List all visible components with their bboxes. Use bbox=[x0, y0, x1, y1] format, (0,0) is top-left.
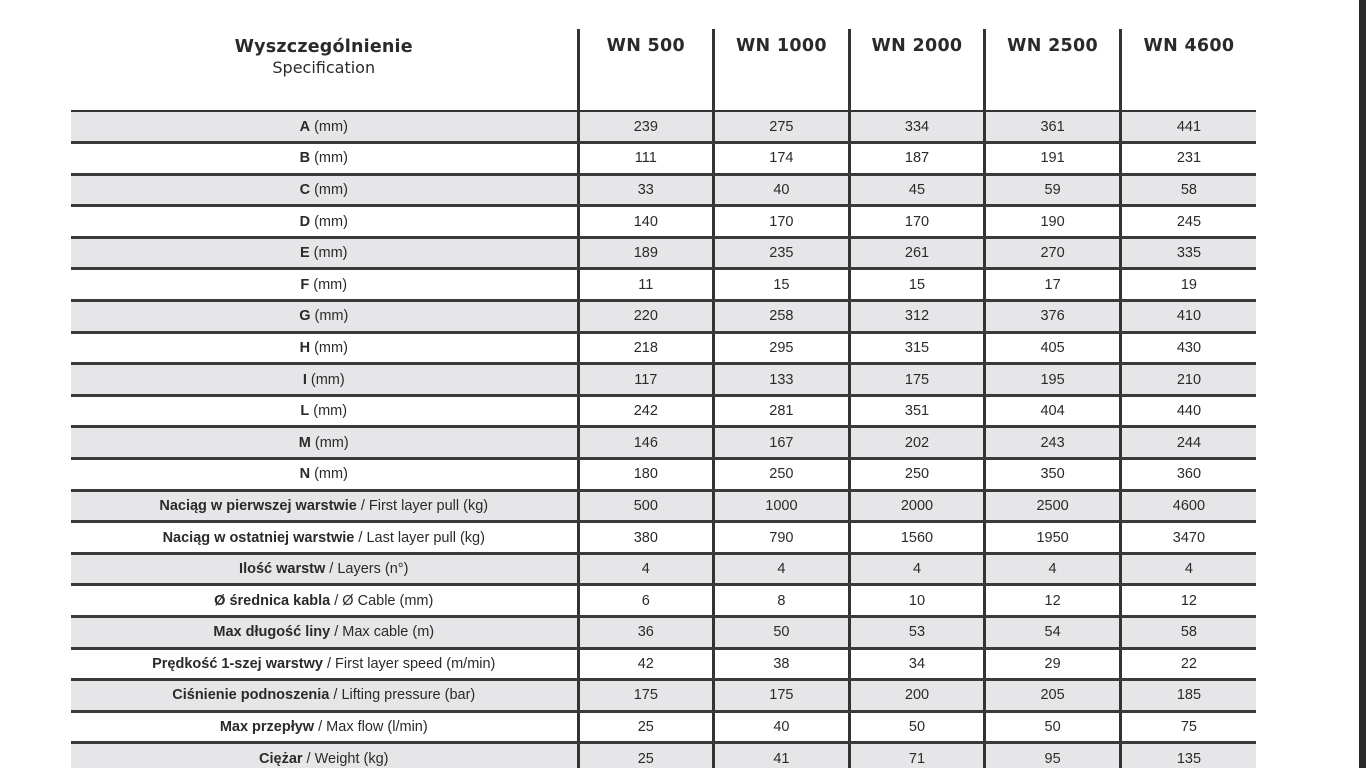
row-label bbox=[71, 111, 578, 143]
row-label bbox=[71, 143, 578, 175]
value-cell: 41 bbox=[714, 743, 850, 768]
value-cell: 4 bbox=[1120, 553, 1256, 585]
value-cell: 180 bbox=[578, 459, 714, 491]
row-label bbox=[71, 585, 578, 617]
value-cell: 242 bbox=[578, 395, 714, 427]
table-row bbox=[71, 522, 1256, 554]
specification-header-en: Specification bbox=[272, 58, 376, 77]
value-cell: 19 bbox=[1120, 269, 1256, 301]
value-cell: 170 bbox=[714, 206, 850, 238]
row-label bbox=[71, 206, 578, 238]
value-cell: 244 bbox=[1120, 427, 1256, 459]
value-cell: 350 bbox=[985, 459, 1121, 491]
model-header-wn500: WN 500 bbox=[578, 29, 714, 111]
row-label-en: / Weight (kg) bbox=[302, 750, 389, 767]
row-label-en: (mm) bbox=[310, 339, 348, 356]
value-cell: 1950 bbox=[985, 522, 1121, 554]
value-cell: 243 bbox=[985, 427, 1121, 459]
value-cell: 335 bbox=[1120, 237, 1256, 269]
value-cell: 167 bbox=[714, 427, 850, 459]
row-label-pl: Max przepływ bbox=[219, 719, 315, 736]
value-cell: 2000 bbox=[849, 490, 985, 522]
value-cell: 4 bbox=[714, 553, 850, 585]
table-row bbox=[71, 143, 1256, 175]
table-row bbox=[71, 648, 1256, 680]
value-cell: 175 bbox=[578, 680, 714, 712]
value-cell: 202 bbox=[849, 427, 985, 459]
table-row bbox=[71, 617, 1256, 649]
value-cell: 185 bbox=[1120, 680, 1256, 712]
value-cell: 12 bbox=[1120, 585, 1256, 617]
row-label-pl: E bbox=[299, 245, 310, 262]
table-row bbox=[71, 206, 1256, 238]
row-label-en: (mm) bbox=[310, 213, 348, 230]
value-cell: 218 bbox=[578, 332, 714, 364]
row-label bbox=[71, 427, 578, 459]
value-cell: 4 bbox=[985, 553, 1121, 585]
right-edge-bar bbox=[1359, 0, 1366, 768]
table-row bbox=[71, 680, 1256, 712]
row-label-pl: Ø średnica kabla bbox=[214, 592, 331, 609]
value-cell: 17 bbox=[985, 269, 1121, 301]
row-label bbox=[71, 364, 578, 396]
value-cell: 295 bbox=[714, 332, 850, 364]
value-cell: 133 bbox=[714, 364, 850, 396]
value-cell: 59 bbox=[985, 174, 1121, 206]
row-label-pl: Prędkość 1-szej warstwy bbox=[152, 655, 323, 672]
row-label-en: / First layer pull (kg) bbox=[356, 497, 489, 514]
row-label-en: / Last layer pull (kg) bbox=[354, 529, 485, 546]
value-cell: 220 bbox=[578, 301, 714, 333]
value-cell: 175 bbox=[714, 680, 850, 712]
value-cell: 190 bbox=[985, 206, 1121, 238]
value-cell: 50 bbox=[985, 711, 1121, 743]
value-cell: 430 bbox=[1120, 332, 1256, 364]
value-cell: 334 bbox=[849, 111, 985, 143]
value-cell: 312 bbox=[849, 301, 985, 333]
value-cell: 380 bbox=[578, 522, 714, 554]
value-cell: 441 bbox=[1120, 111, 1256, 143]
value-cell: 34 bbox=[849, 648, 985, 680]
value-cell: 245 bbox=[1120, 206, 1256, 238]
value-cell: 10 bbox=[849, 585, 985, 617]
table-row bbox=[71, 364, 1256, 396]
value-cell: 146 bbox=[578, 427, 714, 459]
value-cell: 8 bbox=[714, 585, 850, 617]
row-label-pl: F bbox=[300, 276, 310, 293]
model-header-wn1000: WN 1000 bbox=[714, 29, 850, 111]
value-cell: 195 bbox=[985, 364, 1121, 396]
row-label-pl: H bbox=[299, 339, 311, 356]
value-cell: 135 bbox=[1120, 743, 1256, 768]
model-header-wn4600: WN 4600 bbox=[1120, 29, 1256, 111]
value-cell: 25 bbox=[578, 711, 714, 743]
value-cell: 275 bbox=[714, 111, 850, 143]
row-label-en: / Layers (n°) bbox=[325, 561, 409, 578]
row-label-en: / Max cable (m) bbox=[330, 624, 435, 641]
value-cell: 410 bbox=[1120, 301, 1256, 333]
value-cell: 174 bbox=[714, 143, 850, 175]
table-row bbox=[71, 585, 1256, 617]
value-cell: 33 bbox=[578, 174, 714, 206]
value-cell: 1000 bbox=[714, 490, 850, 522]
value-cell: 95 bbox=[985, 743, 1121, 768]
row-label bbox=[71, 459, 578, 491]
row-label-en: (mm) bbox=[310, 118, 348, 135]
value-cell: 15 bbox=[849, 269, 985, 301]
row-label-pl: L bbox=[300, 403, 310, 420]
specification-header-pl: Wyszczególnienie bbox=[234, 37, 413, 57]
value-cell: 187 bbox=[849, 143, 985, 175]
value-cell: 40 bbox=[714, 711, 850, 743]
row-label-pl: I bbox=[302, 371, 307, 388]
row-label bbox=[71, 680, 578, 712]
table-row bbox=[71, 301, 1256, 333]
row-label bbox=[71, 332, 578, 364]
value-cell: 36 bbox=[578, 617, 714, 649]
row-label-en: (mm) bbox=[310, 466, 348, 483]
value-cell: 175 bbox=[849, 364, 985, 396]
value-cell: 351 bbox=[849, 395, 985, 427]
table-row bbox=[71, 174, 1256, 206]
value-cell: 50 bbox=[849, 711, 985, 743]
row-label bbox=[71, 237, 578, 269]
row-label-pl: Ciężar bbox=[259, 750, 303, 767]
row-label bbox=[71, 553, 578, 585]
row-label-en: (mm) bbox=[309, 245, 348, 262]
table-row bbox=[71, 711, 1256, 743]
value-cell: 1560 bbox=[849, 522, 985, 554]
value-cell: 231 bbox=[1120, 143, 1256, 175]
value-cell: 261 bbox=[849, 237, 985, 269]
value-cell: 71 bbox=[849, 743, 985, 768]
value-cell: 440 bbox=[1120, 395, 1256, 427]
table-row bbox=[71, 490, 1256, 522]
row-label-en: (mm) bbox=[310, 181, 348, 198]
row-label bbox=[71, 269, 578, 301]
row-label-pl: Ciśnienie podnoszenia bbox=[172, 687, 330, 704]
row-label bbox=[71, 617, 578, 649]
row-label-pl: D bbox=[299, 213, 311, 230]
value-cell: 270 bbox=[985, 237, 1121, 269]
value-cell: 361 bbox=[985, 111, 1121, 143]
value-cell: 53 bbox=[849, 617, 985, 649]
row-label-en: (mm) bbox=[309, 403, 348, 420]
table-row bbox=[71, 743, 1256, 768]
value-cell: 405 bbox=[985, 332, 1121, 364]
model-header-wn2000: WN 2000 bbox=[849, 29, 985, 111]
row-label-en: / Ø Cable (mm) bbox=[330, 592, 434, 609]
value-cell: 58 bbox=[1120, 617, 1256, 649]
value-cell: 42 bbox=[578, 648, 714, 680]
row-label-en: / First layer speed (m/min) bbox=[322, 655, 496, 672]
value-cell: 2500 bbox=[985, 490, 1121, 522]
row-label-en: / Max flow (l/min) bbox=[314, 719, 428, 736]
value-cell: 790 bbox=[714, 522, 850, 554]
value-cell: 40 bbox=[714, 174, 850, 206]
row-label-pl: Ilość warstw bbox=[239, 561, 326, 578]
value-cell: 200 bbox=[849, 680, 985, 712]
value-cell: 140 bbox=[578, 206, 714, 238]
row-label bbox=[71, 743, 578, 768]
value-cell: 50 bbox=[714, 617, 850, 649]
row-label-pl: Max długość liny bbox=[213, 624, 331, 641]
row-label bbox=[71, 174, 578, 206]
value-cell: 500 bbox=[578, 490, 714, 522]
row-label-pl: Naciąg w pierwszej warstwie bbox=[159, 497, 357, 514]
row-label-en: / Lifting pressure (bar) bbox=[329, 687, 476, 704]
table-row bbox=[71, 459, 1256, 491]
table-row bbox=[71, 332, 1256, 364]
value-cell: 54 bbox=[985, 617, 1121, 649]
value-cell: 170 bbox=[849, 206, 985, 238]
value-cell: 250 bbox=[714, 459, 850, 491]
value-cell: 210 bbox=[1120, 364, 1256, 396]
model-header-wn2500: WN 2500 bbox=[985, 29, 1121, 111]
row-label-en: (mm) bbox=[310, 434, 349, 451]
row-label-pl: Naciąg w ostatniej warstwie bbox=[162, 529, 355, 546]
value-cell: 239 bbox=[578, 111, 714, 143]
value-cell: 250 bbox=[849, 459, 985, 491]
value-cell: 205 bbox=[985, 680, 1121, 712]
row-label-pl: G bbox=[299, 308, 311, 325]
specification-table bbox=[71, 29, 1256, 768]
value-cell: 258 bbox=[714, 301, 850, 333]
value-cell: 235 bbox=[714, 237, 850, 269]
row-label-pl: M bbox=[298, 434, 311, 451]
value-cell: 29 bbox=[985, 648, 1121, 680]
value-cell: 75 bbox=[1120, 711, 1256, 743]
value-cell: 360 bbox=[1120, 459, 1256, 491]
value-cell: 45 bbox=[849, 174, 985, 206]
table-row bbox=[71, 269, 1256, 301]
value-cell: 4 bbox=[849, 553, 985, 585]
table-row bbox=[71, 111, 1256, 143]
table-row bbox=[71, 395, 1256, 427]
row-label-pl: C bbox=[299, 181, 311, 198]
row-label bbox=[71, 301, 578, 333]
value-cell: 22 bbox=[1120, 648, 1256, 680]
table-row bbox=[71, 427, 1256, 459]
specification-body bbox=[71, 111, 1256, 768]
row-label-en: (mm) bbox=[306, 371, 345, 388]
value-cell: 189 bbox=[578, 237, 714, 269]
value-cell: 191 bbox=[985, 143, 1121, 175]
row-label-en: (mm) bbox=[310, 150, 348, 167]
value-cell: 38 bbox=[714, 648, 850, 680]
value-cell: 12 bbox=[985, 585, 1121, 617]
row-label bbox=[71, 522, 578, 554]
value-cell: 11 bbox=[578, 269, 714, 301]
value-cell: 4600 bbox=[1120, 490, 1256, 522]
value-cell: 281 bbox=[714, 395, 850, 427]
header-row bbox=[71, 29, 1256, 111]
value-cell: 111 bbox=[578, 143, 714, 175]
row-label-pl: B bbox=[299, 150, 311, 167]
specification-header bbox=[71, 29, 578, 111]
value-cell: 4 bbox=[578, 553, 714, 585]
row-label-en: (mm) bbox=[310, 308, 349, 325]
row-label-pl: A bbox=[299, 118, 311, 135]
table-row bbox=[71, 237, 1256, 269]
row-label bbox=[71, 648, 578, 680]
row-label bbox=[71, 395, 578, 427]
value-cell: 315 bbox=[849, 332, 985, 364]
value-cell: 58 bbox=[1120, 174, 1256, 206]
value-cell: 6 bbox=[578, 585, 714, 617]
table-row bbox=[71, 553, 1256, 585]
row-label bbox=[71, 490, 578, 522]
value-cell: 376 bbox=[985, 301, 1121, 333]
value-cell: 404 bbox=[985, 395, 1121, 427]
row-label-en: (mm) bbox=[309, 276, 348, 293]
value-cell: 3470 bbox=[1120, 522, 1256, 554]
row-label bbox=[71, 711, 578, 743]
value-cell: 25 bbox=[578, 743, 714, 768]
value-cell: 117 bbox=[578, 364, 714, 396]
value-cell: 15 bbox=[714, 269, 850, 301]
row-label-pl: N bbox=[299, 466, 311, 483]
